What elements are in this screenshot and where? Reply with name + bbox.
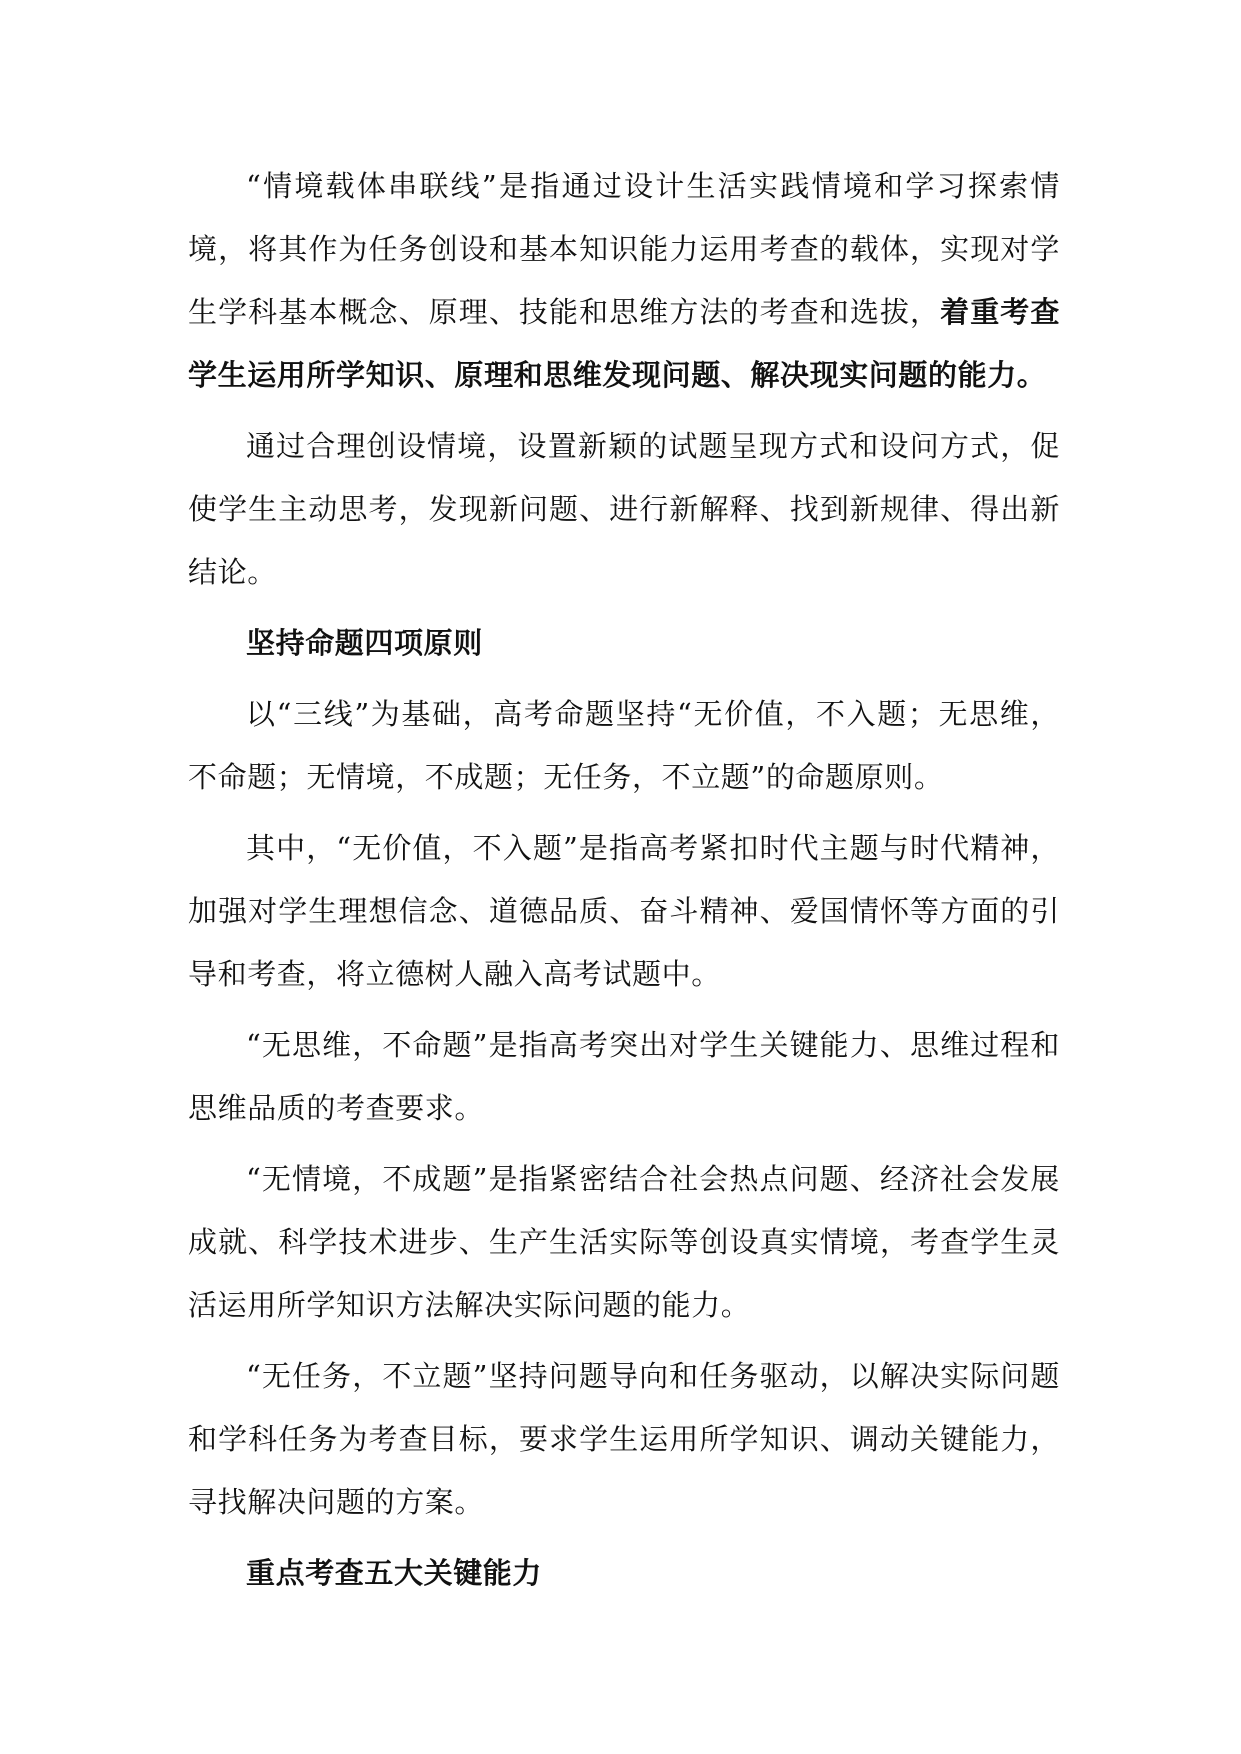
paragraph-text: “情境载体串联线”是指通过设计生活实践情境和学习探索情境，将其作为任务创设和基本知识能力运用考查的载体，实现对学生学科基本概念、原理、技能和思维方法的考查和选拔，: [188, 169, 1060, 329]
section-heading-four-principles: 坚持命题四项原则: [246, 626, 483, 660]
section-heading-five-abilities: 重点考查五大关键能力: [246, 1556, 543, 1590]
paragraph-bold-emphasis: 着重考查学生运用所学知识、原理和思维发现问题、解决现实问题的能力。: [188, 295, 1060, 392]
paragraph-context-carrier: [188, 155, 1060, 407]
paragraph-principle-task: “无任务，不立题”坚持问题导向和任务驱动，以解决实际问题和学科任务为考查目标，要求学生运用所学知识、调动关键能力，寻找解决问题的方案。: [188, 1359, 1060, 1519]
paragraph-innovative-questions: 通过合理创设情境，设置新颖的试题呈现方式和设问方式，促使学生主动思考，发现新问题、进行新解释、找到新规律、得出新结论。: [188, 429, 1060, 589]
document-body: [188, 155, 1060, 1613]
paragraph-principles-intro: 以“三线”为基础，高考命题坚持“无价值，不入题；无思维，不命题；无情境，不成题；无任务，不立题”的命题原则。: [188, 697, 1060, 794]
paragraph-principle-context: “无情境，不成题”是指紧密结合社会热点问题、经济社会发展成就、科学技术进步、生产生活实际等创设真实情境，考查学生灵活运用所学知识方法解决实际问题的能力。: [188, 1162, 1060, 1322]
paragraph-principle-value: 其中，“无价值，不入题”是指高考紧扣时代主题与时代精神，加强对学生理想信念、道德品质、奋斗精神、爱国情怀等方面的引导和考查，将立德树人融入高考试题中。: [188, 831, 1060, 991]
paragraph-principle-thinking: “无思维，不命题”是指高考突出对学生关键能力、思维过程和思维品质的考查要求。: [188, 1028, 1060, 1125]
